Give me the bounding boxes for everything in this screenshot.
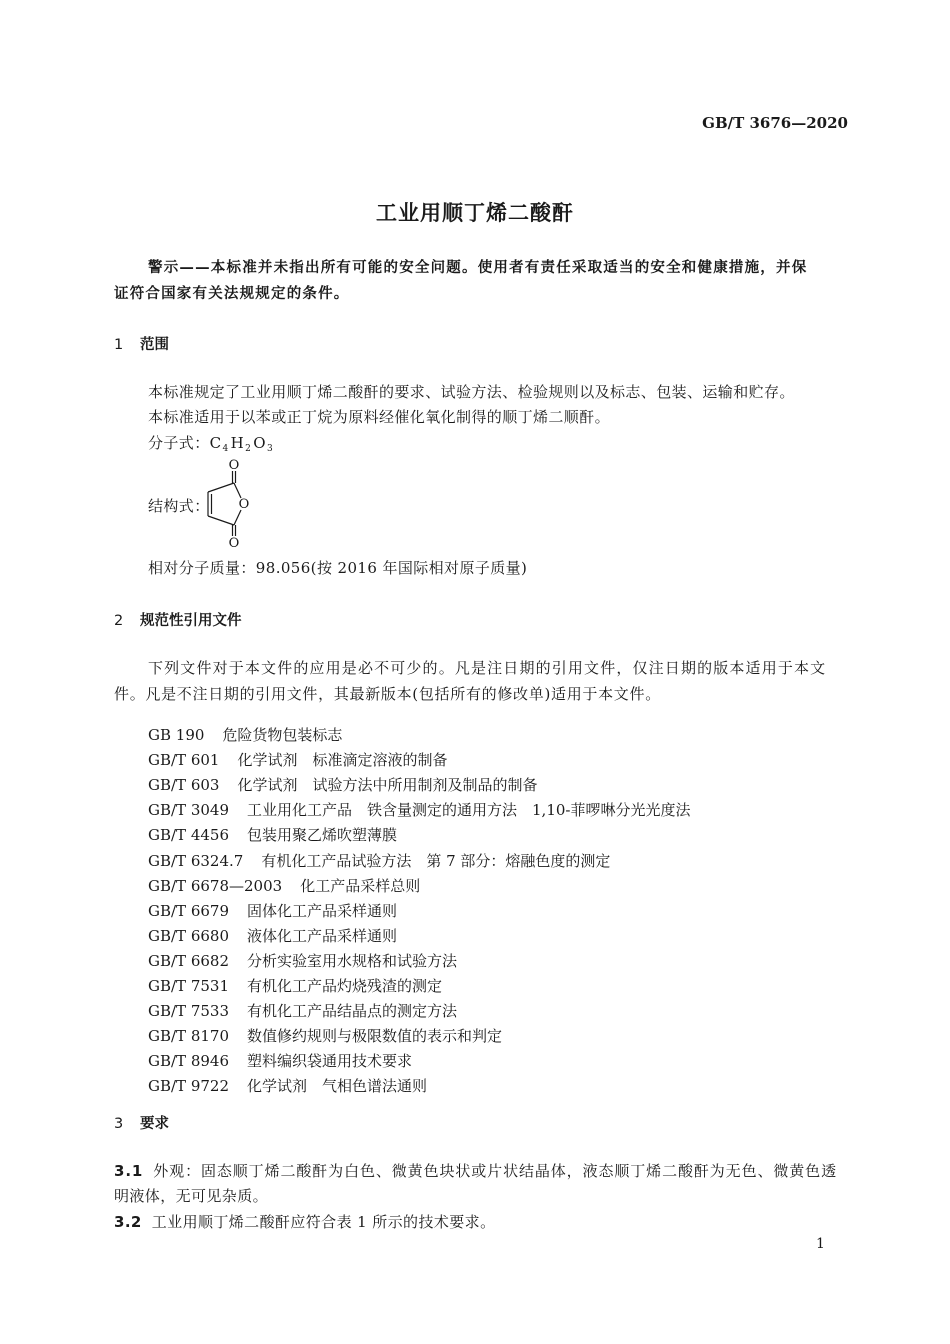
reference-code: GB/T 4456 — [148, 826, 230, 845]
references-intro-line-1: 下列文件对于本文件的应用是必不可少的。凡是注日期的引用文件，仅注日期的版本适用于本文 — [148, 659, 827, 677]
formula-h: H — [230, 434, 245, 452]
formula-h-count: 2 — [245, 444, 252, 454]
reference-title: 化学试剂 标准滴定溶液的制备 — [237, 751, 448, 770]
reference-code: GB/T 601 — [148, 751, 220, 770]
reference-code: GB/T 9722 — [148, 1077, 230, 1096]
relative-molecular-mass: 相对分子质量：98.056(按 2016 年国际相对原子质量) — [148, 559, 528, 577]
reference-code: GB/T 8170 — [148, 1027, 230, 1046]
clause-number: 3.2 — [114, 1213, 142, 1231]
atom-o-ring: O — [238, 497, 250, 512]
section-title: 规范性引用文件 — [140, 613, 242, 629]
reference-code: GB/T 6678—2003 — [148, 876, 283, 895]
reference-code: GB/T 6324.7 — [148, 851, 244, 870]
reference-title: 危险货物包装标志 — [222, 726, 343, 744]
atom-o-top: O — [228, 458, 240, 473]
scope-paragraph-2: 本标准适用于以苯或正丁烷为原料经催化氧化制得的顺丁烯二顺酐。 — [148, 408, 611, 426]
reference-code: GB/T 6679 — [148, 901, 230, 920]
formula-label: 分子式： — [148, 434, 210, 452]
reference-code: GB/T 7533 — [148, 1002, 230, 1021]
reference-code: GB/T 8946 — [148, 1052, 230, 1071]
clause-text: 工业用顺丁烯二酸酐应符合表 1 所示的技术要求。 — [151, 1213, 496, 1231]
clause-number: 3.1 — [114, 1162, 144, 1180]
warning-line-1: 警示——本标准并未指出所有可能的安全问题。使用者有责任采取适当的安全和健康措施，并保 — [148, 260, 808, 276]
reference-item — [148, 724, 342, 745]
formula-o: O — [253, 434, 266, 452]
reference-title: 化学试剂 气相色谱法通则 — [247, 1077, 428, 1096]
reference-code: GB/T 6682 — [148, 951, 230, 970]
document-title: 工业用顺丁烯二酸酐 — [376, 201, 574, 225]
formula-c-count: 4 — [222, 444, 229, 454]
reference-title: 数值修约规则与极限数值的表示和判定 — [247, 1027, 503, 1046]
reference-item — [148, 950, 457, 971]
reference-item — [148, 749, 447, 770]
structure-label: 结构式： — [148, 497, 210, 515]
section-title: 范围 — [140, 337, 169, 353]
standard-number-header: GB/T 3676—2020 — [702, 114, 848, 132]
clause-3-1-continued: 明液体，无可见杂质。 — [114, 1187, 269, 1205]
reference-title: 有机化工产品灼烧残渣的测定 — [247, 977, 443, 995]
reference-code: GB/T 7531 — [148, 977, 230, 995]
reference-title: 工业用化工产品 铁含量测定的通用方法 1,10-菲啰啉分光光度法 — [247, 801, 691, 820]
scope-paragraph-1: 本标准规定了工业用顺丁烯二酸酐的要求、试验方法、检验规则以及标志、包装、运输和贮存。 — [148, 383, 795, 401]
reference-item — [148, 1000, 457, 1021]
reference-title: 液体化工产品采样通则 — [247, 926, 398, 945]
reference-item — [148, 900, 397, 921]
reference-title: 有机化工产品试验方法 第 7 部分：熔融色度的测定 — [261, 851, 611, 870]
warning-line-2: 证符合国家有关法规规定的条件。 — [114, 286, 350, 302]
clause-3-2 — [114, 1211, 495, 1232]
section-number: 3 — [114, 1116, 124, 1132]
reference-code: GB/T 6680 — [148, 926, 230, 945]
reference-item — [148, 824, 397, 845]
formula-o-count: 3 — [266, 444, 274, 454]
page-number: 1 — [816, 1236, 825, 1252]
reference-item — [148, 1075, 427, 1096]
clause-text: 外观：固态顺丁烯二酸酐为白色、微黄色块状或片状结晶体，液态顺丁烯二酸酐为无色、微黄色透 — [153, 1162, 837, 1180]
section-title: 要求 — [140, 1116, 169, 1132]
reference-title: 有机化工产品结晶点的测定方法 — [247, 1002, 458, 1021]
reference-code: GB/T 603 — [148, 776, 220, 795]
reference-title: 固体化工产品采样通则 — [247, 901, 398, 920]
reference-item — [148, 774, 537, 795]
atom-o-bottom: O — [228, 536, 240, 548]
section-3-heading — [114, 1112, 169, 1133]
reference-code: GB/T 3049 — [148, 801, 230, 820]
reference-code: GB 190 — [148, 726, 205, 744]
section-1-heading — [114, 333, 169, 354]
reference-title: 化工产品采样总则 — [300, 876, 421, 895]
reference-item — [148, 799, 691, 820]
clause-3-1 — [114, 1160, 837, 1181]
reference-title: 化学试剂 试验方法中所用制剂及制品的制备 — [237, 776, 538, 795]
section-number: 1 — [114, 337, 124, 353]
molecular-formula — [148, 432, 275, 454]
maleic-anhydride-structure-diagram — [196, 456, 266, 548]
reference-title: 包装用聚乙烯吹塑薄膜 — [247, 826, 398, 845]
reference-item — [148, 1050, 412, 1071]
reference-item — [148, 1025, 502, 1046]
reference-title: 塑料编织袋通用技术要求 — [247, 1052, 413, 1071]
references-intro-line-2: 件。凡是不注日期的引用文件，其最新版本(包括所有的修改单)适用于本文件。 — [114, 685, 661, 703]
reference-item — [148, 925, 397, 946]
section-number: 2 — [114, 613, 124, 629]
formula-c: C — [209, 434, 222, 452]
reference-title: 分析实验室用水规格和试验方法 — [247, 951, 458, 970]
reference-item — [148, 875, 420, 896]
reference-item — [148, 975, 442, 996]
section-2-heading — [114, 609, 242, 630]
reference-item — [148, 850, 610, 871]
